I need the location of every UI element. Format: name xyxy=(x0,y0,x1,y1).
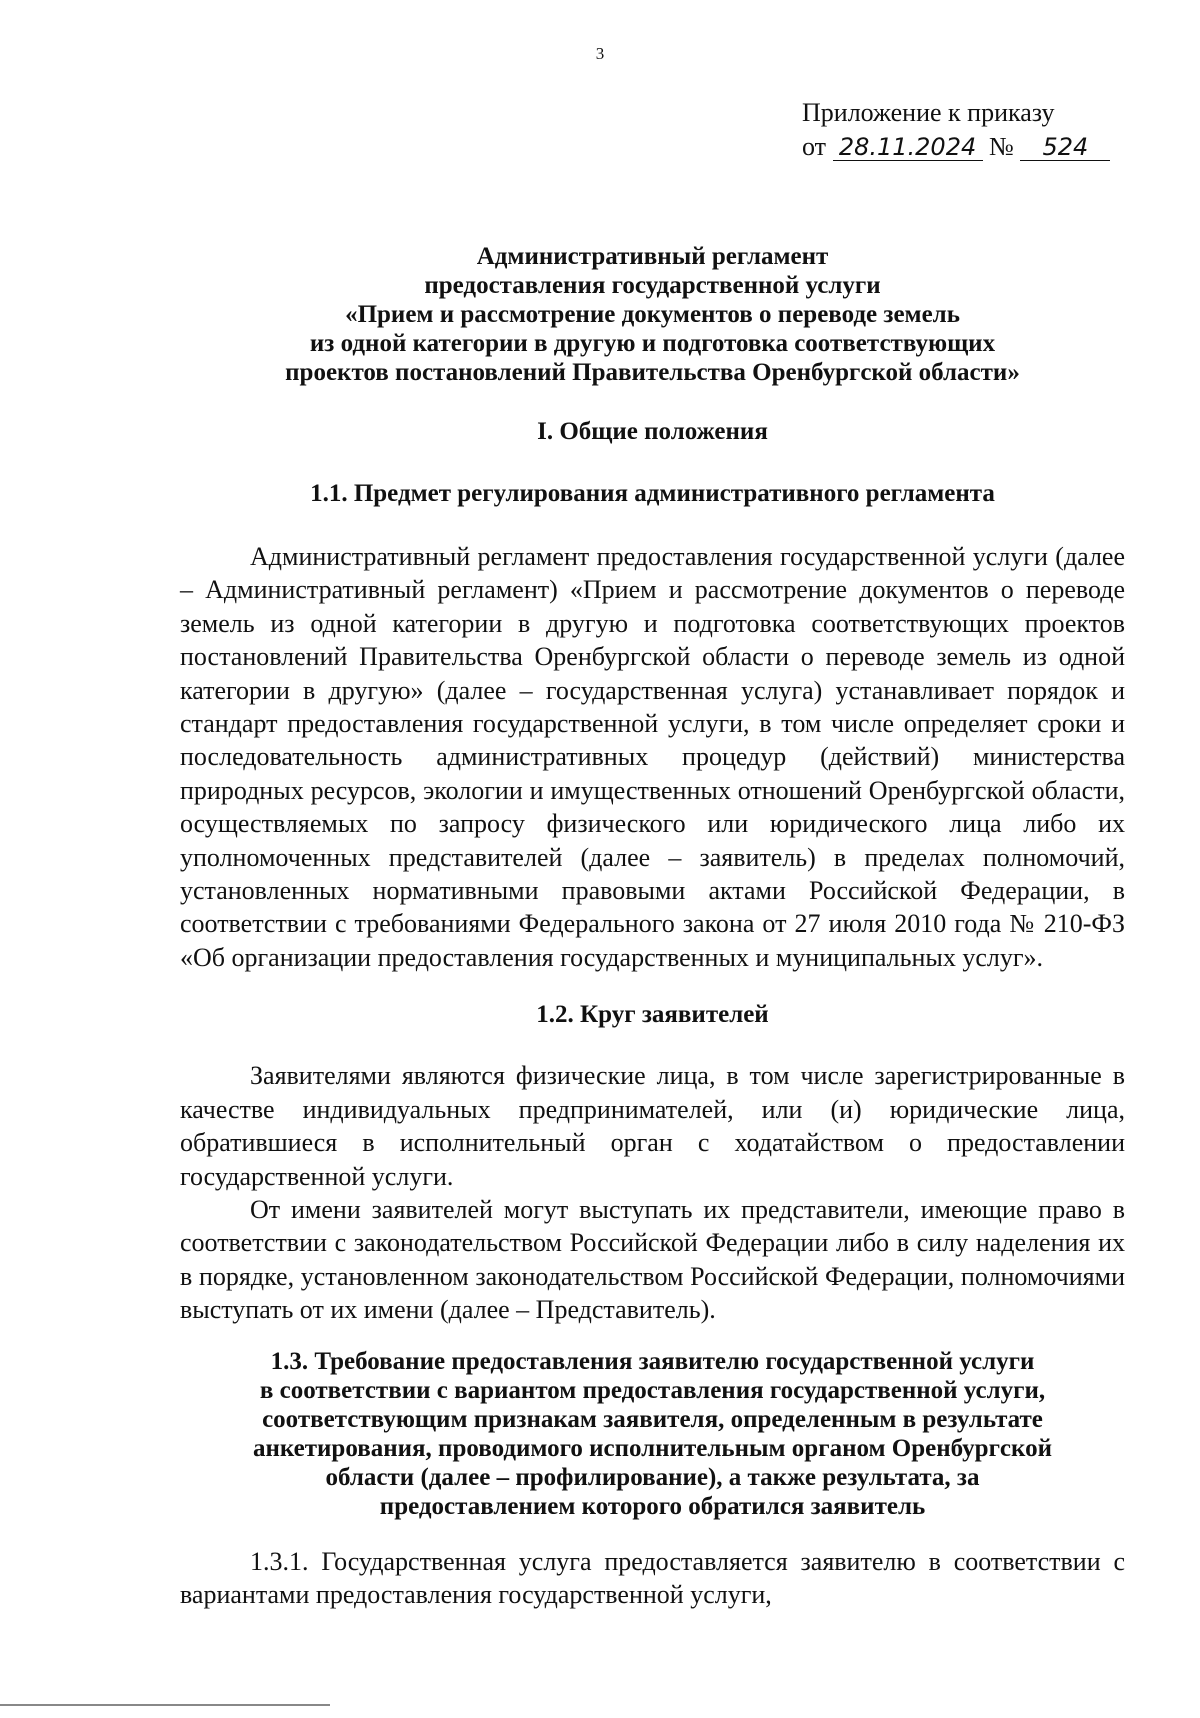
section-heading-1-1: 1.1. Предмет регулирования административного регламента xyxy=(310,480,995,507)
document-title xyxy=(180,242,1125,387)
title-line: проектов постановлений Правительства Оренбургской области» xyxy=(285,359,1020,386)
number-label: № xyxy=(989,132,1014,161)
heading-line: анкетирования, проводимого исполнительным органом Оренбургской xyxy=(252,1434,1053,1462)
heading-line: в соответствии с вариантом предоставления государственной услуги, xyxy=(259,1376,1046,1404)
paragraph-block-1-1 xyxy=(180,540,1125,974)
heading-line: соответствующим признакам заявителя, определенным в результате xyxy=(262,1405,1043,1433)
handwritten-number: 524 xyxy=(1020,134,1110,161)
paragraph: Административный регламент предоставления государственной услуги (далее – Административный регламент) «Прием и рассмотрение документов о переводе земель из одной категории в другую и подготовка соответствующих проектов постановлений Правительства Оренбургской области о переводе земель из одной категории в другую» (далее – государственная услуга) устанавливает порядок и стандарт предоставления государственной услуги, в том числе определяет сроки и последовательность административных процедур (действий) министерства природных ресурсов, экологии и имущественных отношений Оренбургской области, осуществляемых по запросу физического или юридического лица либо их уполномоченных представителей (далее – заявитель) в пределах полномочий, установленных нормативными правовыми актами Российской Федерации, в соответствии с требованиями Федерального закона от 27 июля 2010 года № 210-ФЗ «Об организации предоставления государственных и муниципальных услуг». xyxy=(180,542,1125,972)
appendix-title: Приложение к приказу xyxy=(802,98,1055,127)
title-line: «Прием и рассмотрение документов о переводе земель xyxy=(345,301,960,328)
from-label: от xyxy=(802,132,827,161)
heading-line: 1.3. Требование предоставления заявителю государственной услуги xyxy=(270,1347,1035,1375)
paragraph: 1.3.1. Государственная услуга предоставляется заявителю в соответствии с вариантами предоставления государственной услуги, xyxy=(180,1546,1125,1609)
appendix-header xyxy=(802,96,1110,164)
handwritten-date: 28.11.2024 xyxy=(833,134,983,161)
section-heading-1-2: 1.2. Круг заявителей xyxy=(536,1001,769,1029)
title-line: из одной категории в другую и подготовка соответствующих xyxy=(309,330,996,357)
section-heading-1-3 xyxy=(180,1347,1125,1521)
section-heading-1: I. Общие положения xyxy=(537,418,768,445)
heading-line: предоставлением которого обратился заявитель xyxy=(379,1492,926,1520)
heading-line: области (далее – профилирование), а также результата, за xyxy=(325,1463,980,1491)
document-body xyxy=(180,242,1125,1611)
footer-rule xyxy=(0,1704,330,1706)
paragraph: От имени заявителей могут выступать их представители, имеющие право в соответствии с законодательством Российской Федерации либо в силу наделения их в порядке, установленном законодательством Российской Федерации, полномочиями выступать от их имени (далее – Представитель). xyxy=(180,1194,1125,1325)
paragraph-block-1-3-1 xyxy=(180,1545,1125,1612)
paragraph: Заявителями являются физические лица, в том числе зарегистрированные в качестве индивидуальных предпринимателей, или (и) юридические лица, обратившиеся в исполнительный орган с ходатайством о предоставлении государственной услуги. xyxy=(180,1061,1125,1191)
paragraph-block-1-2 xyxy=(180,1059,1125,1326)
title-line: Административный регламент xyxy=(476,243,829,270)
appendix-order-line xyxy=(802,130,1110,164)
page-number: 3 xyxy=(595,44,605,63)
title-line: предоставления государственной услуги xyxy=(424,272,881,299)
